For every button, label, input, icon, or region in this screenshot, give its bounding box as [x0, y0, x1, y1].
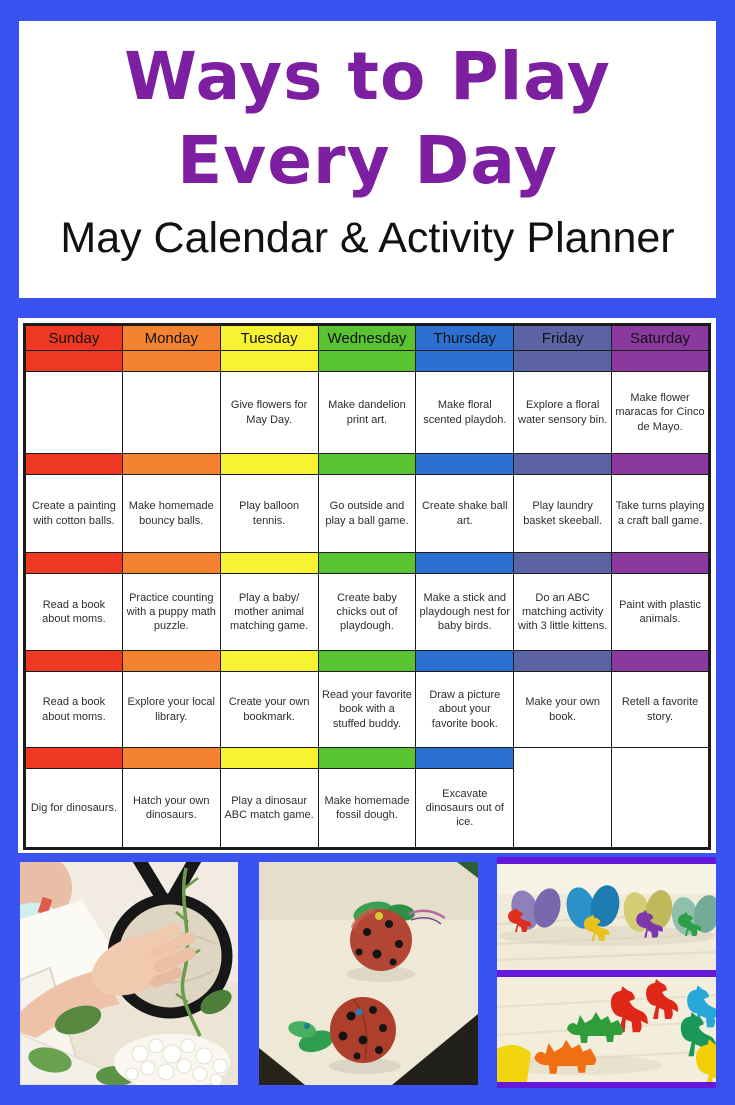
strip-cell [514, 351, 612, 372]
activity-cell: Create a painting with cotton balls. [25, 475, 123, 553]
strip-cell [318, 351, 416, 372]
color-strip-row-3 [25, 553, 710, 574]
empty-cell-friday [514, 748, 612, 849]
color-strip-row-2 [25, 454, 710, 475]
day-header-thursday: Thursday [416, 325, 514, 351]
dinosaur-photo-collage [497, 857, 716, 1088]
activity-cell: Play laundry basket skeeball. [514, 475, 612, 553]
strip-cell [25, 553, 123, 574]
strip-cell [612, 454, 710, 475]
strip-cell [122, 651, 220, 672]
strip-cell [612, 553, 710, 574]
activity-cell: Go outside and play a ball game. [318, 475, 416, 553]
strip-cell [416, 351, 514, 372]
strip-cell [318, 748, 416, 769]
activity-row-4 [25, 672, 710, 748]
strip-cell [416, 651, 514, 672]
calendar-card [18, 318, 716, 853]
activity-cell: Play a baby/ mother animal matching game. [220, 574, 318, 651]
activity-cell: Make floral scented playdoh. [416, 372, 514, 454]
strip-cell [318, 553, 416, 574]
day-header-wednesday: Wednesday [318, 325, 416, 351]
strip-cell [514, 651, 612, 672]
activity-cell: Make flower maracas for Cinco de Mayo. [612, 372, 710, 454]
calendar-table [23, 323, 711, 850]
activity-cell: Make a stick and playdough nest for baby birds. [416, 574, 514, 651]
activity-cell: Take turns playing a craft ball game. [612, 475, 710, 553]
activity-cell: Make dandelion print art. [318, 372, 416, 454]
activity-cell [25, 372, 123, 454]
strip-cell [318, 651, 416, 672]
activity-cell: Draw a picture about your favorite book. [416, 672, 514, 748]
strip-cell [122, 351, 220, 372]
strip-cell [220, 651, 318, 672]
activity-cell: Explore your local library. [122, 672, 220, 748]
activity-cell: Read your favorite book with a stuffed buddy. [318, 672, 416, 748]
activity-cell: Read a book about moms. [25, 574, 123, 651]
page-title-line2: Every Day [177, 122, 558, 199]
strip-cell [220, 748, 318, 769]
activity-cell: Make your own book. [514, 672, 612, 748]
activity-cell: Practice counting with a puppy math puzzle. [122, 574, 220, 651]
activity-cell: Create your own bookmark. [220, 672, 318, 748]
strip-cell [318, 454, 416, 475]
strip-cell [220, 351, 318, 372]
activity-cell: Dig for dinosaurs. [25, 769, 123, 849]
activity-row-1 [25, 372, 710, 454]
strip-cell [25, 351, 123, 372]
color-strip-row-4 [25, 651, 710, 672]
empty-cell-saturday [612, 748, 710, 849]
day-header-monday: Monday [122, 325, 220, 351]
day-header-friday: Friday [514, 325, 612, 351]
day-header-row [25, 325, 710, 351]
activity-row-3 [25, 574, 710, 651]
color-strip-row-1 [25, 351, 710, 372]
toy-dinosaurs-photo [497, 977, 716, 1082]
strip-cell [612, 651, 710, 672]
color-strip-row-5 [25, 748, 710, 769]
ladybug-playdough-photo [259, 862, 478, 1085]
activity-cell: Play balloon tennis. [220, 475, 318, 553]
header-card [19, 21, 716, 298]
strip-cell [220, 553, 318, 574]
flower-water-sensory-bin-photo [20, 862, 238, 1085]
page-title [124, 35, 611, 203]
activity-cell: Make homemade fossil dough. [318, 769, 416, 849]
strip-cell [416, 454, 514, 475]
dinosaur-eggs-photo [497, 864, 716, 970]
strip-cell [25, 454, 123, 475]
day-header-tuesday: Tuesday [220, 325, 318, 351]
strip-cell [25, 651, 123, 672]
page-subtitle: May Calendar & Activity Planner [60, 214, 675, 262]
activity-cell: Read a book about moms. [25, 672, 123, 748]
activity-cell: Play a dinosaur ABC match game. [220, 769, 318, 849]
strip-cell [514, 553, 612, 574]
strip-cell [25, 748, 123, 769]
strip-cell [122, 553, 220, 574]
activity-cell: Do an ABC matching activity with 3 little kittens. [514, 574, 612, 651]
activity-row-2 [25, 475, 710, 553]
strip-cell [122, 454, 220, 475]
strip-cell [122, 748, 220, 769]
strip-cell [416, 553, 514, 574]
strip-cell [514, 454, 612, 475]
day-header-saturday: Saturday [612, 325, 710, 351]
strip-cell [220, 454, 318, 475]
page-title-line1: Ways to Play [124, 38, 611, 115]
activity-cell: Create shake ball art. [416, 475, 514, 553]
strip-cell [416, 748, 514, 769]
activity-cell: Explore a floral water sensory bin. [514, 372, 612, 454]
day-header-sunday: Sunday [25, 325, 123, 351]
activity-cell: Excavate dinosaurs out of ice. [416, 769, 514, 849]
activity-cell: Create baby chicks out of playdough. [318, 574, 416, 651]
strip-cell [612, 351, 710, 372]
activity-cell [122, 372, 220, 454]
activity-cell: Retell a favorite story. [612, 672, 710, 748]
activity-cell: Give flowers for May Day. [220, 372, 318, 454]
activity-cell: Make homemade bouncy balls. [122, 475, 220, 553]
activity-cell: Paint with plastic animals. [612, 574, 710, 651]
activity-cell: Hatch your own dinosaurs. [122, 769, 220, 849]
